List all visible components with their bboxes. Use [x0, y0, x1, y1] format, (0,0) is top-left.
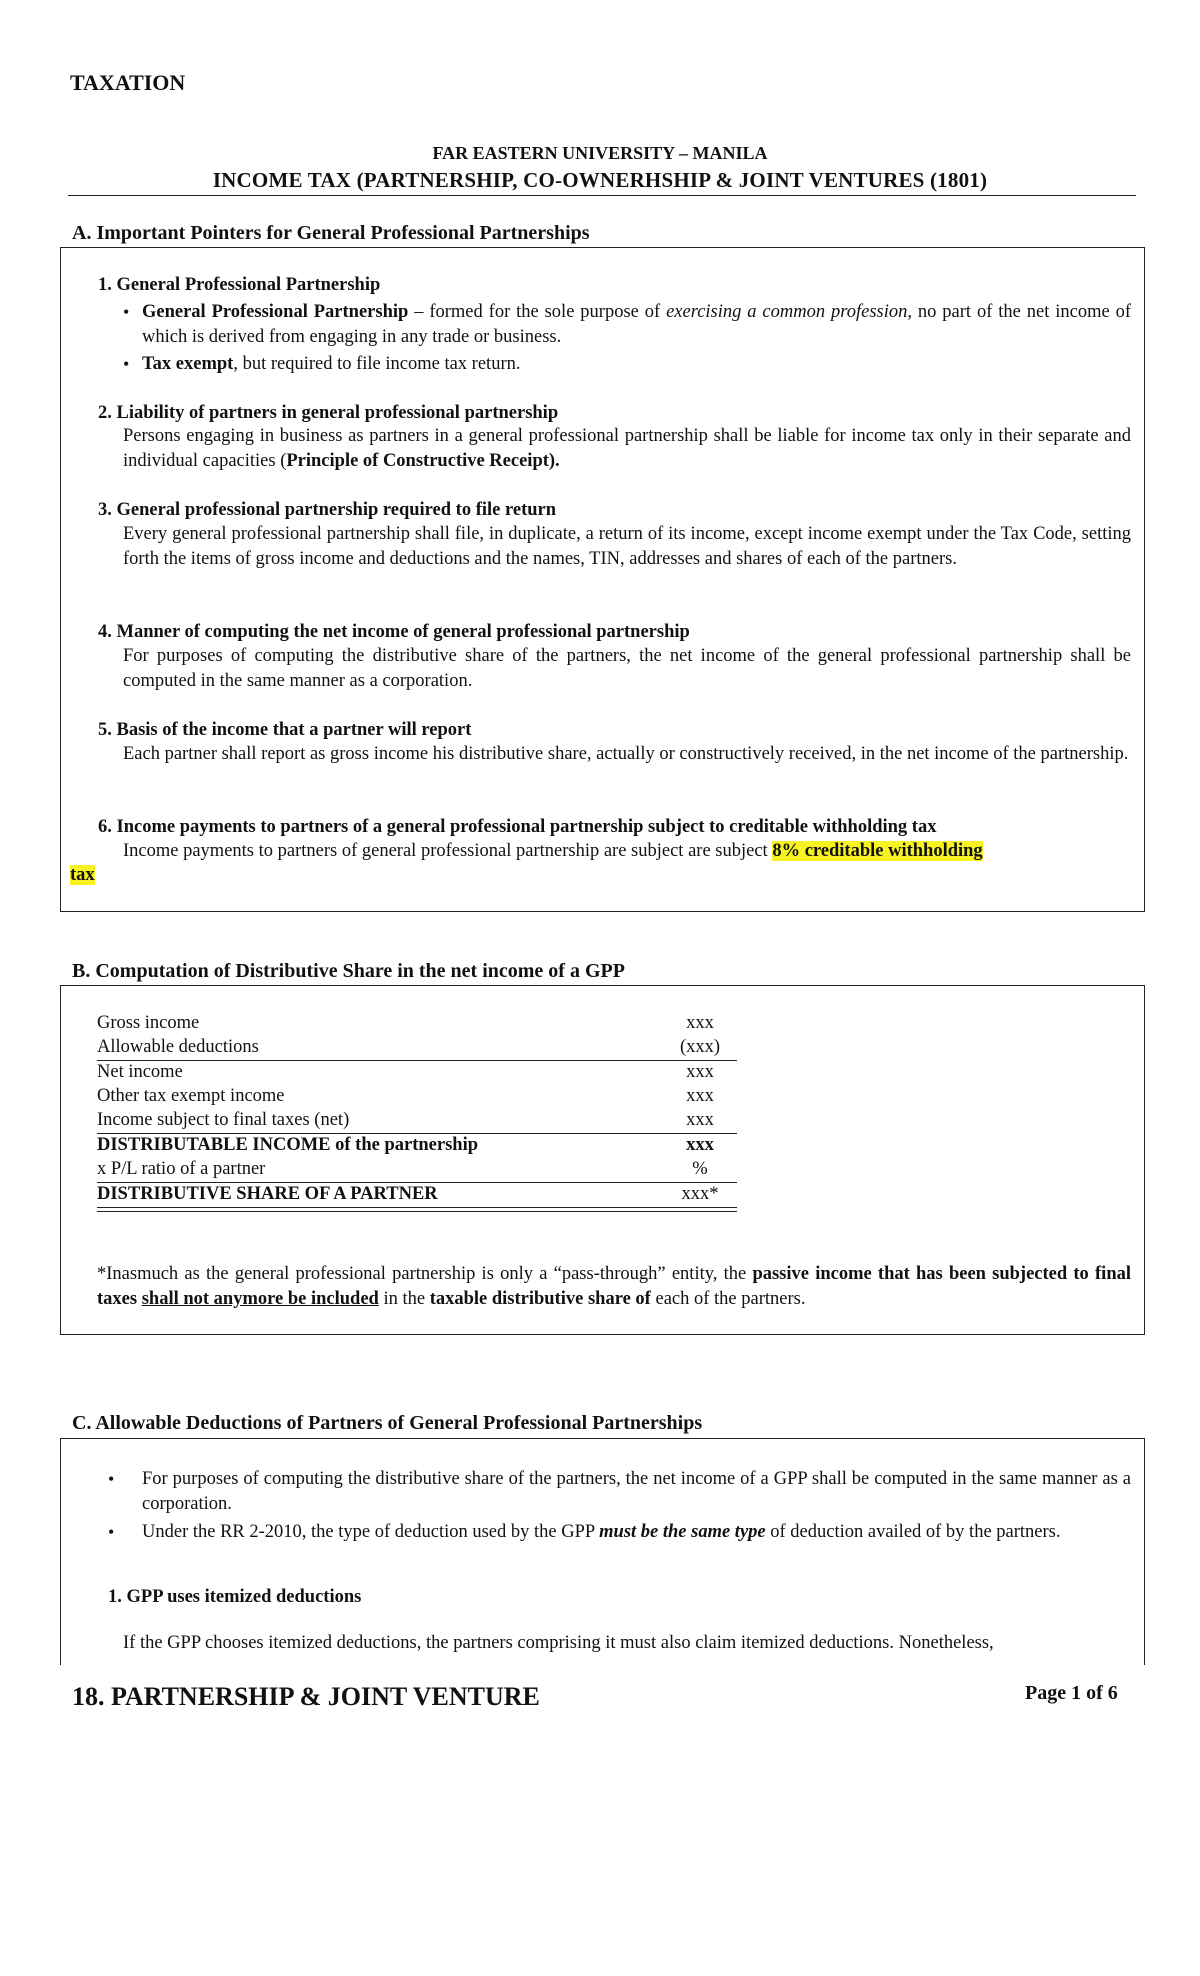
table-double-rule	[97, 1211, 737, 1212]
bullet-icon: •	[108, 1469, 115, 1489]
section-b-heading: B. Computation of Distributive Share in the net income of a GPP	[72, 960, 625, 982]
section-b-note	[97, 1262, 1131, 1311]
title-divider	[68, 195, 1136, 196]
table-row	[97, 1011, 737, 1035]
item1-bullet2	[123, 352, 1131, 377]
item6-text-cont	[70, 863, 95, 888]
table-row	[97, 1108, 737, 1132]
table-row	[97, 1060, 737, 1084]
item2-bold: Principle of Constructive Receipt).	[286, 450, 560, 471]
item6-heading: 6. Income payments to partners of a general professional partnership subject to creditable withholding tax	[98, 817, 937, 837]
row-label: Income subject to final taxes (net)	[97, 1110, 350, 1130]
section-c-bullet1	[108, 1467, 1131, 1516]
row-label: Gross income	[97, 1013, 200, 1033]
section-a-heading: A. Important Pointers for General Professional Partnerships	[72, 222, 590, 244]
row-value: xxx*	[681, 1184, 719, 1204]
item1-bullet1-text-b: , no part of the net income of which is derived from engaging in any trade or business.	[142, 302, 1131, 347]
section-c-heading: C. Allowable Deductions of Partners of General Professional Partnerships	[72, 1412, 703, 1434]
section-c-bullet2-emphasis: must be the same type	[599, 1522, 766, 1542]
table-double-rule	[97, 1207, 737, 1208]
section-c-bullet1-text: For purposes of computing the distributive share of the partners, the net income of a GPP shall be computed in the same manner as a corporation.	[142, 1469, 1131, 1514]
item1-bullet1	[123, 300, 1131, 349]
item6-highlight: 8% creditable withholding	[772, 841, 983, 861]
item1-bullet2-text: , but required to file income tax return.	[233, 354, 521, 374]
bullet-icon: •	[108, 1522, 115, 1542]
row-label: Other tax exempt income	[97, 1086, 285, 1106]
item5-heading: 5. Basis of the income that a partner will report	[98, 720, 472, 740]
item3-text: Every general professional partnership shall file, in duplicate, a return of its income, except income exempt under the Tax Code, setting forth the items of gross income and deductions and the names, TIN, addresses and shares of each of the partners.	[123, 524, 1131, 569]
note-text-e: in the	[378, 1288, 430, 1309]
row-label: DISTRIBUTIVE SHARE OF A PARTNER	[97, 1184, 438, 1204]
document-title: INCOME TAX (PARTNERSHIP, CO-OWNERHSHIP & JOINT VENTURES (1801)	[212, 168, 988, 192]
item2-body: Persons engaging in business as partners in a general professional partnership shall be liable for income tax only in their separate and individual capacities (	[123, 426, 1131, 471]
item6-text	[123, 839, 1131, 864]
row-value: xxx	[686, 1086, 714, 1106]
row-label: DISTRIBUTABLE INCOME of the partnership	[97, 1135, 479, 1155]
table-row	[97, 1182, 737, 1206]
item1-heading: 1. General Professional Partnership	[98, 275, 381, 295]
row-value: (xxx)	[679, 1037, 721, 1057]
item2-heading: 2. Liability of partners in general professional partnership	[98, 403, 559, 423]
row-label: Allowable deductions	[97, 1037, 259, 1057]
item5-text: Each partner shall report as gross income his distributive share, actually or constructively received, in the net income of the partnership.	[123, 744, 1129, 764]
footer-chapter: 18. PARTNERSHIP & JOINT VENTURE	[72, 1682, 540, 1711]
item1-bullet1-italic: exercising a common profession	[666, 302, 908, 322]
item6-body: Income payments to partners of general professional partnership are subject are subject	[123, 841, 773, 861]
bullet-icon: •	[123, 302, 130, 322]
sub1-heading: 1. GPP uses itemized deductions	[108, 1587, 362, 1607]
university-name: FAR EASTERN UNIVERSITY – MANILA	[432, 143, 768, 163]
row-label: Net income	[97, 1062, 183, 1082]
note-underline: shall not anymore be included	[141, 1288, 379, 1309]
note-text-a: *Inasmuch as the general professional partnership is only a “pass-through” entity, the	[97, 1264, 753, 1284]
row-value: xxx	[686, 1135, 714, 1155]
item4-text: For purposes of computing the distributive share of the partners, the net income of the general professional partnership shall be computed in the same manner as a corporation.	[123, 646, 1131, 691]
table-row	[97, 1035, 737, 1059]
note-bold-a: passive income that has been subjected to final taxes	[97, 1264, 1131, 1309]
item1-bullet1-text-a: – formed for the sole purpose of	[408, 302, 667, 322]
note-bold-f: taxable distributive share of	[429, 1288, 651, 1309]
page-number: Page 1 of 6	[1025, 1682, 1118, 1704]
item6-highlight-cont: tax	[70, 865, 95, 885]
table-row	[97, 1133, 737, 1157]
row-value: %	[692, 1159, 708, 1179]
section-c-bullet2-text-a: Under the RR 2-2010, the type of deduction used by the GPP	[142, 1522, 600, 1542]
note-text-g: each of the partners.	[650, 1288, 806, 1309]
table-row	[97, 1157, 737, 1181]
row-value: xxx	[686, 1013, 714, 1033]
row-label: x P/L ratio of a partner	[97, 1159, 266, 1179]
section-c-bullet2-text-b: of deduction availed of by the partners.	[765, 1522, 1061, 1542]
table-row	[97, 1084, 737, 1108]
row-value: xxx	[686, 1062, 714, 1082]
item2-text	[123, 424, 1131, 473]
item1-bullet1-lead: General Professional Partnership	[142, 302, 409, 322]
topic-label: TAXATION	[70, 70, 186, 95]
row-value: xxx	[686, 1110, 714, 1130]
item3-heading: 3. General professional partnership required to file return	[98, 500, 557, 520]
item4-heading: 4. Manner of computing the net income of general professional partnership	[98, 622, 690, 642]
bullet-icon: •	[123, 354, 130, 374]
item1-bullet2-lead: Tax exempt	[142, 354, 234, 374]
section-c-bullet2	[108, 1520, 1131, 1545]
sub1-text: If the GPP chooses itemized deductions, the partners comprising it must also claim itemized deductions. Nonetheless,	[123, 1633, 994, 1653]
